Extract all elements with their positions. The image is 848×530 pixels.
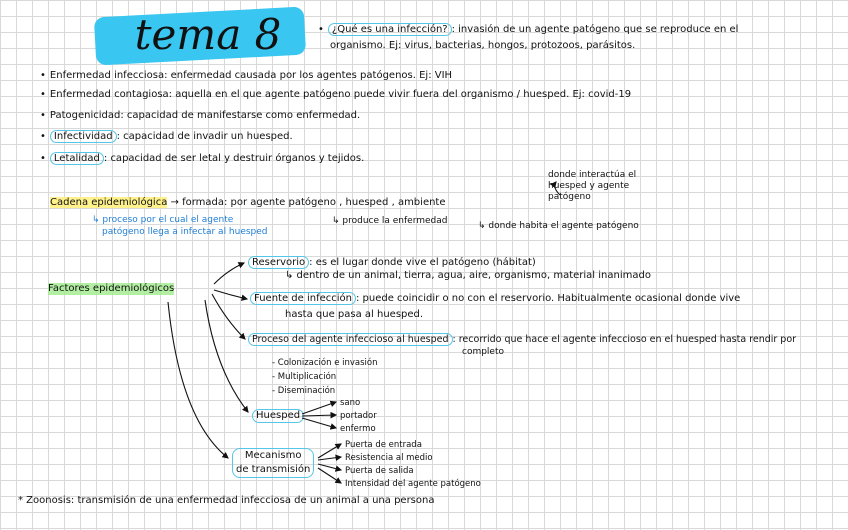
definition-term: Letalidad	[50, 152, 104, 165]
definition-text: : capacidad de ser letal y destruir órganos y tejidos.	[103, 153, 365, 164]
reservorio-text: : es el lugar donde vive el patógeno (hábitat)	[309, 257, 536, 268]
arrow-mec-resistencia	[318, 457, 341, 460]
infeccion-line-2: organismo. Ej: virus, bacterias, hongos, protozoos, parásitos.	[330, 40, 636, 51]
arrow-interactua	[555, 182, 560, 195]
arrow-to-fuente	[214, 290, 247, 299]
mecanismo-item: Puerta de salida	[345, 466, 414, 476]
zoonosis-text: : transmisión de una enfermedad infecciosa de un animal a una persona	[70, 495, 435, 506]
definition-text: : capacidad de invadir un huesped.	[116, 131, 293, 142]
mecanismo-label-1: Mecanismo	[244, 450, 302, 461]
proceso-label: Proceso del agente infeccioso al huesped	[248, 333, 453, 346]
proceso-item: - Colonización e invasión	[272, 358, 378, 368]
definition-text: : capacidad de manifestarse como enfermedad.	[120, 110, 361, 121]
arrow-mec-entrada	[318, 444, 341, 458]
arrow-to-proceso	[212, 294, 245, 339]
note-interactua: donde interactúa el huesped y agente patógeno	[548, 170, 637, 202]
fuente-text: : puede coincidir o no con el reservorio. Habitualmente ocasional donde vive	[355, 293, 741, 304]
arrow-mec-salida	[318, 464, 341, 470]
cadena-formada: → formada: por agente patógeno , huesped , ambiente	[170, 197, 446, 208]
definition-term: Enfermedad contagiosa	[49, 89, 169, 100]
arrow-to-reservorio	[214, 263, 244, 284]
note-habita: ↳ donde habita el agente patógeno	[478, 221, 639, 231]
fuente-label: Fuente de infección	[250, 292, 356, 305]
arrow-to-mecanismo	[168, 302, 228, 458]
mecanismo-item: Intensidad del agente patógeno	[345, 479, 481, 489]
proceso-item: - Multiplicación	[272, 372, 337, 382]
arrow-mec-intensidad	[318, 468, 341, 483]
definition-text: : enfermedad causada por los agentes patógenos. Ej: VIH	[164, 70, 453, 81]
infeccion-text-1: : invasión de un agente patógeno que se reproduce en el	[451, 24, 739, 35]
definition-text: : aquella en el que agente patógeno puede vivir fuera del organismo / huesped. Ej: covid-19	[168, 89, 632, 100]
arrow-huesped-sano	[302, 402, 336, 414]
infeccion-term: ¿Qué es una infección?	[328, 23, 452, 36]
proceso-text: : recorrido que hace el agente infeccioso en el huesped hasta rendir por	[452, 334, 797, 345]
cadena-term: Cadena epidemiológica	[50, 197, 168, 208]
huesped-label: Huesped	[252, 409, 304, 423]
factores-term: Factores epidemiológicos	[48, 283, 175, 294]
fuente-text-2: hasta que pasa al huesped.	[285, 309, 424, 320]
huesped-item: enfermo	[340, 424, 376, 434]
mecanismo-label-2: de transmisión	[236, 464, 311, 475]
huesped-item: sano	[340, 398, 361, 408]
page-title: tema 8	[134, 10, 282, 59]
arrow-huesped-portador	[302, 415, 336, 416]
proceso-item: - Diseminación	[272, 386, 336, 396]
definition-term: Patogenicidad	[49, 110, 121, 121]
note-proceso-1: ↳ proceso por el cual el agente	[92, 215, 234, 225]
reservorio-sub: ↳ dentro de un animal, tierra, agua, aire, organismo, material inanimado	[285, 270, 651, 281]
reservorio-label: Reservorio	[248, 256, 309, 269]
arrow-huesped-enfermo	[302, 418, 336, 428]
mecanismo-item: Puerta de entrada	[345, 440, 422, 450]
note-proceso-2: patógeno llega a infectar al huesped	[102, 227, 268, 237]
note-produce: ↳ produce la enfermedad	[332, 216, 448, 226]
definition-term: Infectividad	[50, 130, 117, 143]
proceso-text-2: completo	[462, 347, 505, 357]
huesped-item: portador	[340, 411, 377, 421]
definition-term: Enfermedad infecciosa	[49, 70, 165, 81]
zoonosis-term: * Zoonosis	[18, 495, 71, 506]
mecanismo-item: Resistencia al medio	[345, 453, 433, 463]
